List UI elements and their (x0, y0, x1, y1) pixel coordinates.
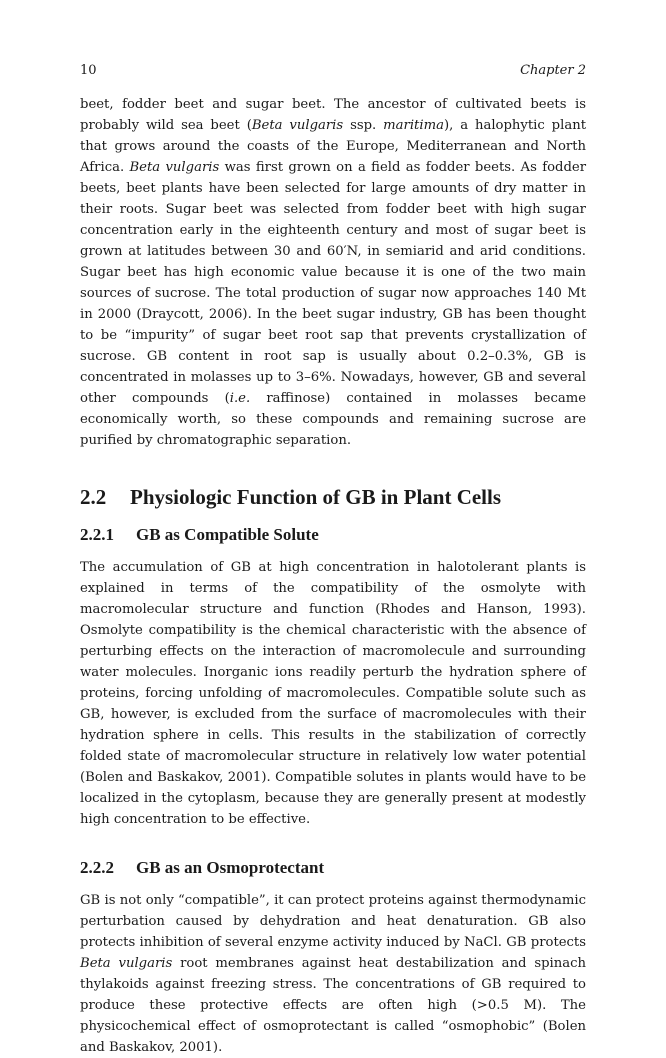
paragraph-intro (80, 94, 586, 451)
section-title: Physiologic Function of GB in Plant Cells (130, 485, 502, 509)
subsection-number: 2.2.1 (80, 525, 114, 544)
paragraph-compatible-solute (80, 557, 586, 830)
text-run: was first grown on a field as fodder beets. As fodder beets, beet plants have been selected for large amounts of dry matter in their roots. Sugar beet was selected from fodder beet with high sugar concentration early in the eighteenth century and most of sugar beet is grown at latitudes between 30 and 60′N, in semiarid and arid conditions. Sugar beet has high economic value because it is one of the two main sources of sucrose. The total production of sugar now approaches 140 Mt in 2000 (Draycott, 2006). In the beet sugar industry, GB has been thought to be “impurity” of sugar beet root sap that prevents crystallization of sucrose. GB content in root sap is usually about 0.2–0.3%, GB is concentrated in molasses up to 3–6%. Nowadays, however, GB and several other compounds ( (80, 160, 587, 406)
italic-run: maritima (383, 118, 444, 133)
subsection-title: GB as Compatible Solute (136, 525, 319, 544)
italic-run: i.e. (229, 391, 251, 406)
book-page (80, 62, 586, 1058)
subsection-number: 2.2.2 (80, 858, 114, 877)
text-run: ), a halophytic plant that grows around the coasts of the Europe, Mediterranean and North Africa. (80, 118, 586, 175)
section-number: 2.2 (80, 485, 107, 509)
page-number: 10 (80, 63, 97, 78)
text-run: GB is not only “compatible”, it can protect proteins against thermodynamic perturbation caused by dehydration and heat denaturation. GB also protects inhibition of several enzyme activity induced by NaCl. GB protects (80, 893, 586, 950)
text-run: raffinose) contained in molasses became economically worth, so these compounds and remaining sucrose are purified by chromatographic separation. (80, 391, 587, 448)
text-run: ssp. (343, 118, 384, 133)
subsection-heading-2-2-2 (80, 856, 586, 880)
text-run: root membranes against heat destabilization and spinach thylakoids against freezing stress. The concentrations of GB required to produce these protective effects are often high (>0.5 M). The physicochemical effect of osmoprotectant is called “osmophobic” (Bolen and Baskakov, 2001). (80, 956, 586, 1055)
paragraph-osmoprotectant (80, 890, 586, 1058)
text-run: beet, fodder beet and sugar beet. The ancestor of cultivated beets is probably wild sea beet ( (80, 97, 586, 133)
italic-run: Beta vulgaris (129, 160, 220, 175)
text-run: The accumulation of GB at high concentration in halotolerant plants is explained in terms of the compatibility of the osmolyte with macromolecular structure and function (Rhodes and Hanson, 1993). Osmolyte compatibility is the chemical characteristic with the absence of perturbing effects on the interaction of macromolecule and surrounding water molecules. Inorganic ions readily perturb the hydration sphere of proteins, forcing unfolding of macromolecules. Compatible solute such as GB, however, is excluded from the surface of macromolecules with their hydration sphere in cells. This results in the stabilization of correctly folded state of macromolecular structure in relatively low water potential (Bolen and Baskakov, 2001). Compatible solutes in plants would have to be localized in the cytoplasm, because they are generally present at modestly high concentration to be effective. (80, 560, 586, 827)
italic-run: Beta vulgaris (251, 118, 344, 133)
italic-run: Beta vulgaris (80, 956, 173, 971)
subsection-title: GB as an Osmoprotectant (136, 858, 325, 877)
subsection-heading-2-2-1 (80, 523, 586, 547)
running-head (80, 62, 586, 80)
section-heading-2-2 (80, 483, 586, 511)
chapter-label: Chapter 2 (520, 63, 586, 78)
